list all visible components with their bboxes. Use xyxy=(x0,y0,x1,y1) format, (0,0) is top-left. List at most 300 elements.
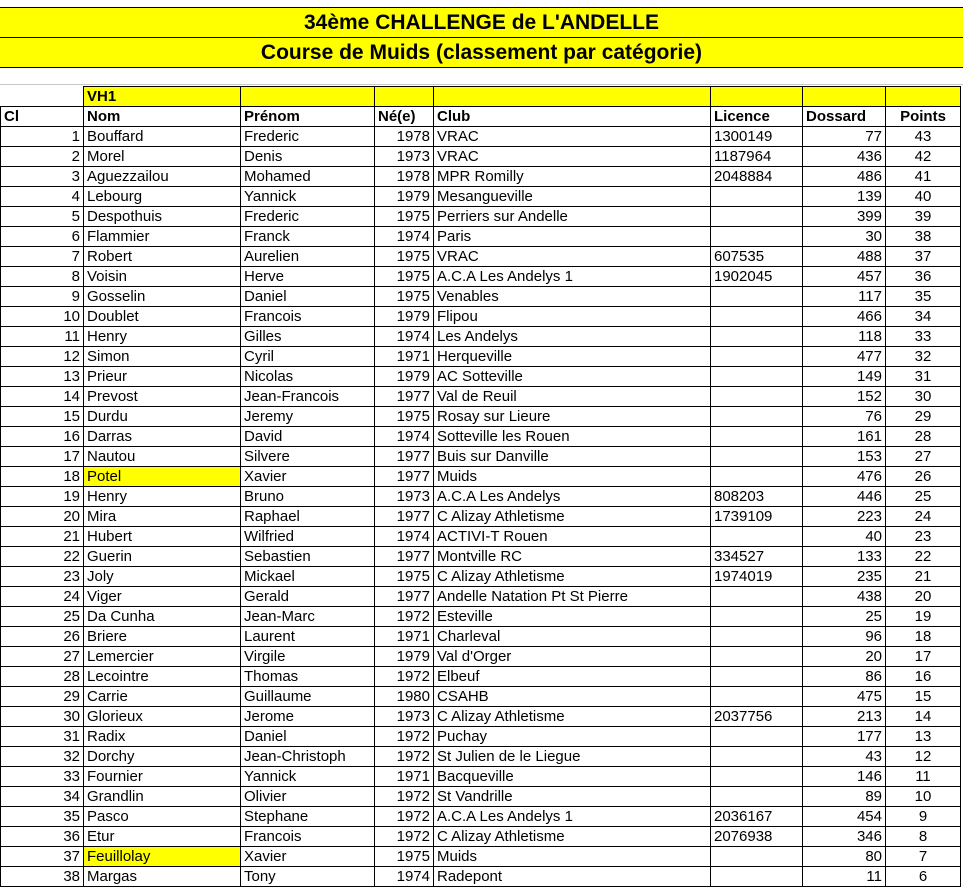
cell-club[interactable]: VRAC xyxy=(434,127,711,147)
cell-prenom[interactable]: Yannick xyxy=(241,767,375,787)
cell-dossard[interactable]: 235 xyxy=(803,567,886,587)
cell-prenom[interactable]: Raphael xyxy=(241,507,375,527)
cell-ne[interactable]: 1975 xyxy=(375,567,434,587)
cell-club[interactable]: MPR Romilly xyxy=(434,167,711,187)
cell-ne[interactable]: 1975 xyxy=(375,247,434,267)
cell-club[interactable]: C Alizay Athletisme xyxy=(434,707,711,727)
cell-ne[interactable]: 1972 xyxy=(375,807,434,827)
category-cell[interactable] xyxy=(434,87,711,107)
cell-dossard[interactable]: 399 xyxy=(803,207,886,227)
cell-ne[interactable]: 1972 xyxy=(375,747,434,767)
cell-prenom[interactable]: Xavier xyxy=(241,847,375,867)
cell-ne[interactable]: 1974 xyxy=(375,327,434,347)
cell-club[interactable]: A.C.A Les Andelys 1 xyxy=(434,267,711,287)
cell-licence[interactable] xyxy=(711,347,803,367)
cell-prenom[interactable]: Xavier xyxy=(241,467,375,487)
cell-ne[interactable]: 1977 xyxy=(375,447,434,467)
cell-nom[interactable]: Lebourg xyxy=(84,187,241,207)
cell-nom[interactable]: Henry xyxy=(84,487,241,507)
cell-licence[interactable] xyxy=(711,747,803,767)
cell-club[interactable]: Andelle Natation Pt St Pierre xyxy=(434,587,711,607)
cell-club[interactable]: CSAHB xyxy=(434,687,711,707)
cell-prenom[interactable]: Aurelien xyxy=(241,247,375,267)
cell-club[interactable]: Mesangueville xyxy=(434,187,711,207)
cell-dossard[interactable]: 146 xyxy=(803,767,886,787)
cell-cl[interactable]: 1 xyxy=(1,127,84,147)
category-cell[interactable] xyxy=(241,87,375,107)
cell-licence[interactable] xyxy=(711,587,803,607)
header-cl[interactable]: Cl xyxy=(1,107,84,127)
cell-cl[interactable]: 4 xyxy=(1,187,84,207)
cell-dossard[interactable]: 43 xyxy=(803,747,886,767)
cell-cl[interactable]: 6 xyxy=(1,227,84,247)
cell-ne[interactable]: 1975 xyxy=(375,847,434,867)
cell-nom[interactable]: Nautou xyxy=(84,447,241,467)
cell-cl[interactable]: 37 xyxy=(1,847,84,867)
header-dossard[interactable]: Dossard xyxy=(803,107,886,127)
cell-club[interactable]: Venables xyxy=(434,287,711,307)
cell-licence[interactable]: 2036167 xyxy=(711,807,803,827)
cell-licence[interactable]: 607535 xyxy=(711,247,803,267)
cell-nom[interactable]: Guerin xyxy=(84,547,241,567)
cell-cl[interactable]: 10 xyxy=(1,307,84,327)
cell-ne[interactable]: 1979 xyxy=(375,367,434,387)
cell-nom[interactable]: Pasco xyxy=(84,807,241,827)
cell-licence[interactable] xyxy=(711,687,803,707)
cell-prenom[interactable]: Herve xyxy=(241,267,375,287)
category-cell[interactable] xyxy=(803,87,886,107)
cell-points[interactable]: 6 xyxy=(886,867,961,887)
cell-nom[interactable]: Robert xyxy=(84,247,241,267)
cell-cl[interactable]: 17 xyxy=(1,447,84,467)
cell-prenom[interactable]: Franck xyxy=(241,227,375,247)
cell-ne[interactable]: 1973 xyxy=(375,487,434,507)
cell-points[interactable]: 40 xyxy=(886,187,961,207)
cell-dossard[interactable]: 213 xyxy=(803,707,886,727)
cell-ne[interactable]: 1975 xyxy=(375,207,434,227)
cell-dossard[interactable]: 488 xyxy=(803,247,886,267)
cell-licence[interactable] xyxy=(711,447,803,467)
cell-club[interactable]: A.C.A Les Andelys 1 xyxy=(434,807,711,827)
cell-dossard[interactable]: 149 xyxy=(803,367,886,387)
cell-club[interactable]: Charleval xyxy=(434,627,711,647)
cell-cl[interactable]: 15 xyxy=(1,407,84,427)
cell-club[interactable]: Rosay sur Lieure xyxy=(434,407,711,427)
cell-cl[interactable]: 30 xyxy=(1,707,84,727)
cell-cl[interactable]: 31 xyxy=(1,727,84,747)
cell-ne[interactable]: 1972 xyxy=(375,607,434,627)
cell-club[interactable]: Val de Reuil xyxy=(434,387,711,407)
cell-ne[interactable]: 1980 xyxy=(375,687,434,707)
cell-nom[interactable]: Margas xyxy=(84,867,241,887)
cell-licence[interactable] xyxy=(711,767,803,787)
cell-licence[interactable]: 1739109 xyxy=(711,507,803,527)
header-prenom[interactable]: Prénom xyxy=(241,107,375,127)
cell-ne[interactable]: 1977 xyxy=(375,507,434,527)
cell-club[interactable]: Buis sur Danville xyxy=(434,447,711,467)
cell-points[interactable]: 19 xyxy=(886,607,961,627)
cell-club[interactable]: ACTIVI-T Rouen xyxy=(434,527,711,547)
cell-ne[interactable]: 1974 xyxy=(375,427,434,447)
cell-dossard[interactable]: 446 xyxy=(803,487,886,507)
cell-club[interactable]: AC Sotteville xyxy=(434,367,711,387)
cell-club[interactable]: Bacqueville xyxy=(434,767,711,787)
cell-ne[interactable]: 1972 xyxy=(375,827,434,847)
cell-nom[interactable]: Morel xyxy=(84,147,241,167)
cell-ne[interactable]: 1977 xyxy=(375,387,434,407)
cell-dossard[interactable]: 438 xyxy=(803,587,886,607)
cell-cl[interactable]: 5 xyxy=(1,207,84,227)
cell-club[interactable]: Val d'Orger xyxy=(434,647,711,667)
cell-nom[interactable]: Prieur xyxy=(84,367,241,387)
cell-ne[interactable]: 1979 xyxy=(375,307,434,327)
cell-nom[interactable]: Potel xyxy=(84,467,241,487)
cell-ne[interactable]: 1978 xyxy=(375,127,434,147)
cell-licence[interactable] xyxy=(711,787,803,807)
cell-ne[interactable]: 1972 xyxy=(375,667,434,687)
header-club[interactable]: Club xyxy=(434,107,711,127)
cell-prenom[interactable]: Frederic xyxy=(241,207,375,227)
cell-cl[interactable]: 34 xyxy=(1,787,84,807)
cell-points[interactable]: 42 xyxy=(886,147,961,167)
cell-points[interactable]: 7 xyxy=(886,847,961,867)
cell-licence[interactable]: 2048884 xyxy=(711,167,803,187)
cell-dossard[interactable]: 477 xyxy=(803,347,886,367)
cell-points[interactable]: 21 xyxy=(886,567,961,587)
cell-licence[interactable]: 2037756 xyxy=(711,707,803,727)
cell-points[interactable]: 31 xyxy=(886,367,961,387)
cell-cl[interactable]: 16 xyxy=(1,427,84,447)
cell-ne[interactable]: 1974 xyxy=(375,527,434,547)
category-cell[interactable] xyxy=(886,87,961,107)
cell-nom[interactable]: Lecointre xyxy=(84,667,241,687)
cell-ne[interactable]: 1979 xyxy=(375,187,434,207)
cell-licence[interactable]: 1902045 xyxy=(711,267,803,287)
cell-cl[interactable]: 18 xyxy=(1,467,84,487)
cell-nom[interactable]: Fournier xyxy=(84,767,241,787)
cell-ne[interactable]: 1977 xyxy=(375,587,434,607)
cell-dossard[interactable]: 30 xyxy=(803,227,886,247)
cell-ne[interactable]: 1974 xyxy=(375,227,434,247)
cell-cl[interactable]: 28 xyxy=(1,667,84,687)
cell-club[interactable]: Radepont xyxy=(434,867,711,887)
cell-ne[interactable]: 1975 xyxy=(375,287,434,307)
cell-nom[interactable]: Carrie xyxy=(84,687,241,707)
cell-club[interactable]: Paris xyxy=(434,227,711,247)
cell-dossard[interactable]: 346 xyxy=(803,827,886,847)
cell-cl[interactable]: 20 xyxy=(1,507,84,527)
cell-club[interactable]: Herqueville xyxy=(434,347,711,367)
cell-points[interactable]: 15 xyxy=(886,687,961,707)
cell-licence[interactable] xyxy=(711,207,803,227)
cell-licence[interactable] xyxy=(711,847,803,867)
cell-club[interactable]: Muids xyxy=(434,847,711,867)
cell-prenom[interactable]: Mohamed xyxy=(241,167,375,187)
cell-prenom[interactable]: Daniel xyxy=(241,287,375,307)
cell-club[interactable]: Montville RC xyxy=(434,547,711,567)
cell-licence[interactable] xyxy=(711,307,803,327)
cell-points[interactable]: 35 xyxy=(886,287,961,307)
cell-prenom[interactable]: Silvere xyxy=(241,447,375,467)
cell-dossard[interactable]: 486 xyxy=(803,167,886,187)
cell-points[interactable]: 25 xyxy=(886,487,961,507)
cell-prenom[interactable]: Jean-Francois xyxy=(241,387,375,407)
cell-dossard[interactable]: 20 xyxy=(803,647,886,667)
cell-club[interactable]: A.C.A Les Andelys xyxy=(434,487,711,507)
cell-licence[interactable] xyxy=(711,467,803,487)
cell-licence[interactable]: 808203 xyxy=(711,487,803,507)
cell-ne[interactable]: 1972 xyxy=(375,787,434,807)
cell-ne[interactable]: 1973 xyxy=(375,707,434,727)
cell-cl[interactable]: 11 xyxy=(1,327,84,347)
cell-club[interactable]: Flipou xyxy=(434,307,711,327)
cell-licence[interactable] xyxy=(711,427,803,447)
cell-club[interactable]: Puchay xyxy=(434,727,711,747)
cell-points[interactable]: 28 xyxy=(886,427,961,447)
cell-dossard[interactable]: 177 xyxy=(803,727,886,747)
cell-licence[interactable] xyxy=(711,727,803,747)
cell-points[interactable]: 38 xyxy=(886,227,961,247)
header-licence[interactable]: Licence xyxy=(711,107,803,127)
cell-points[interactable]: 26 xyxy=(886,467,961,487)
cell-licence[interactable] xyxy=(711,327,803,347)
cell-cl[interactable]: 32 xyxy=(1,747,84,767)
cell-nom[interactable]: Flammier xyxy=(84,227,241,247)
cell-cl[interactable]: 36 xyxy=(1,827,84,847)
cell-dossard[interactable]: 40 xyxy=(803,527,886,547)
cell-nom[interactable]: Glorieux xyxy=(84,707,241,727)
cell-prenom[interactable]: David xyxy=(241,427,375,447)
cell-dossard[interactable]: 139 xyxy=(803,187,886,207)
cell-cl[interactable]: 21 xyxy=(1,527,84,547)
cell-nom[interactable]: Radix xyxy=(84,727,241,747)
cell-licence[interactable] xyxy=(711,387,803,407)
cell-cl[interactable]: 13 xyxy=(1,367,84,387)
cell-prenom[interactable]: Olivier xyxy=(241,787,375,807)
cell-dossard[interactable]: 76 xyxy=(803,407,886,427)
cell-ne[interactable]: 1977 xyxy=(375,547,434,567)
cell-dossard[interactable]: 96 xyxy=(803,627,886,647)
cell-nom[interactable]: Darras xyxy=(84,427,241,447)
cell-dossard[interactable]: 475 xyxy=(803,687,886,707)
cell-nom[interactable]: Durdu xyxy=(84,407,241,427)
cell-prenom[interactable]: Jerome xyxy=(241,707,375,727)
cell-prenom[interactable]: Virgile xyxy=(241,647,375,667)
cell-ne[interactable]: 1971 xyxy=(375,767,434,787)
cell-prenom[interactable]: Thomas xyxy=(241,667,375,687)
cell-points[interactable]: 23 xyxy=(886,527,961,547)
cell-points[interactable]: 14 xyxy=(886,707,961,727)
cell-prenom[interactable]: Francois xyxy=(241,307,375,327)
cell-club[interactable]: St Vandrille xyxy=(434,787,711,807)
cell-dossard[interactable]: 153 xyxy=(803,447,886,467)
cell-dossard[interactable]: 77 xyxy=(803,127,886,147)
cell-ne[interactable]: 1975 xyxy=(375,267,434,287)
cell-prenom[interactable]: Jean-Marc xyxy=(241,607,375,627)
cell-ne[interactable]: 1972 xyxy=(375,727,434,747)
cell-prenom[interactable]: Gilles xyxy=(241,327,375,347)
cell-cl[interactable]: 8 xyxy=(1,267,84,287)
cell-dossard[interactable]: 80 xyxy=(803,847,886,867)
cell-points[interactable]: 17 xyxy=(886,647,961,667)
cell-prenom[interactable]: Wilfried xyxy=(241,527,375,547)
cell-points[interactable]: 36 xyxy=(886,267,961,287)
cell-prenom[interactable]: Jeremy xyxy=(241,407,375,427)
cell-prenom[interactable]: Laurent xyxy=(241,627,375,647)
cell-prenom[interactable]: Daniel xyxy=(241,727,375,747)
cell-prenom[interactable]: Jean-Christoph xyxy=(241,747,375,767)
header-points[interactable]: Points xyxy=(886,107,961,127)
cell-licence[interactable] xyxy=(711,407,803,427)
cell-licence[interactable] xyxy=(711,667,803,687)
cell-ne[interactable]: 1979 xyxy=(375,647,434,667)
cell-points[interactable]: 29 xyxy=(886,407,961,427)
cell-dossard[interactable]: 223 xyxy=(803,507,886,527)
cell-club[interactable]: Esteville xyxy=(434,607,711,627)
header-nom[interactable]: Nom xyxy=(84,107,241,127)
cell-points[interactable]: 20 xyxy=(886,587,961,607)
cell-dossard[interactable]: 25 xyxy=(803,607,886,627)
cell-dossard[interactable]: 133 xyxy=(803,547,886,567)
cell-cl[interactable]: 12 xyxy=(1,347,84,367)
cell-nom[interactable]: Feuillolay xyxy=(84,847,241,867)
cell-dossard[interactable]: 476 xyxy=(803,467,886,487)
cell-prenom[interactable]: Mickael xyxy=(241,567,375,587)
cell-dossard[interactable]: 454 xyxy=(803,807,886,827)
cell-club[interactable]: C Alizay Athletisme xyxy=(434,507,711,527)
cell-nom[interactable]: Doublet xyxy=(84,307,241,327)
cell-points[interactable]: 16 xyxy=(886,667,961,687)
cell-points[interactable]: 43 xyxy=(886,127,961,147)
category-cell[interactable] xyxy=(375,87,434,107)
cell-cl[interactable]: 3 xyxy=(1,167,84,187)
cell-prenom[interactable]: Sebastien xyxy=(241,547,375,567)
cell-dossard[interactable]: 436 xyxy=(803,147,886,167)
cell-points[interactable]: 22 xyxy=(886,547,961,567)
cell-points[interactable]: 12 xyxy=(886,747,961,767)
cell-nom[interactable]: Hubert xyxy=(84,527,241,547)
cell-nom[interactable]: Aguezzailou xyxy=(84,167,241,187)
cell-prenom[interactable]: Denis xyxy=(241,147,375,167)
cell-club[interactable]: St Julien de le Liegue xyxy=(434,747,711,767)
cell-cl[interactable]: 9 xyxy=(1,287,84,307)
cell-prenom[interactable]: Guillaume xyxy=(241,687,375,707)
cell-dossard[interactable]: 152 xyxy=(803,387,886,407)
cell-nom[interactable]: Simon xyxy=(84,347,241,367)
cell-licence[interactable]: 1300149 xyxy=(711,127,803,147)
cell-club[interactable]: VRAC xyxy=(434,247,711,267)
cell-cl[interactable]: 25 xyxy=(1,607,84,627)
cell-cl[interactable]: 38 xyxy=(1,867,84,887)
cell-nom[interactable]: Dorchy xyxy=(84,747,241,767)
cell-prenom[interactable]: Nicolas xyxy=(241,367,375,387)
cell-points[interactable]: 8 xyxy=(886,827,961,847)
cell-licence[interactable]: 1187964 xyxy=(711,147,803,167)
cell-dossard[interactable]: 89 xyxy=(803,787,886,807)
cell-points[interactable]: 9 xyxy=(886,807,961,827)
cell-nom[interactable]: Da Cunha xyxy=(84,607,241,627)
cell-prenom[interactable]: Bruno xyxy=(241,487,375,507)
cell-cl[interactable]: 7 xyxy=(1,247,84,267)
cell-points[interactable]: 34 xyxy=(886,307,961,327)
cell-nom[interactable]: Prevost xyxy=(84,387,241,407)
cell-club[interactable]: Les Andelys xyxy=(434,327,711,347)
cell-prenom[interactable]: Gerald xyxy=(241,587,375,607)
cell-prenom[interactable]: Frederic xyxy=(241,127,375,147)
cell-ne[interactable]: 1971 xyxy=(375,627,434,647)
cell-licence[interactable] xyxy=(711,227,803,247)
cell-dossard[interactable]: 161 xyxy=(803,427,886,447)
cell-ne[interactable]: 1973 xyxy=(375,147,434,167)
cell-nom[interactable]: Grandlin xyxy=(84,787,241,807)
cell-dossard[interactable]: 466 xyxy=(803,307,886,327)
cell-cl[interactable]: 26 xyxy=(1,627,84,647)
cell-dossard[interactable]: 117 xyxy=(803,287,886,307)
cell-ne[interactable]: 1974 xyxy=(375,867,434,887)
cell-licence[interactable] xyxy=(711,527,803,547)
cell-cl[interactable]: 23 xyxy=(1,567,84,587)
cell-points[interactable]: 18 xyxy=(886,627,961,647)
cell-cl[interactable]: 14 xyxy=(1,387,84,407)
cell-cl[interactable]: 33 xyxy=(1,767,84,787)
cell-nom[interactable]: Voisin xyxy=(84,267,241,287)
cell-points[interactable]: 30 xyxy=(886,387,961,407)
cell-points[interactable]: 11 xyxy=(886,767,961,787)
cell-points[interactable]: 39 xyxy=(886,207,961,227)
cell-points[interactable]: 32 xyxy=(886,347,961,367)
cell-cl[interactable]: 22 xyxy=(1,547,84,567)
cell-licence[interactable] xyxy=(711,367,803,387)
cell-points[interactable]: 41 xyxy=(886,167,961,187)
cell-nom[interactable]: Briere xyxy=(84,627,241,647)
cell-nom[interactable]: Henry xyxy=(84,327,241,347)
cell-licence[interactable] xyxy=(711,187,803,207)
cell-points[interactable]: 13 xyxy=(886,727,961,747)
cell-cl[interactable]: 19 xyxy=(1,487,84,507)
cell-points[interactable]: 24 xyxy=(886,507,961,527)
cell-nom[interactable]: Mira xyxy=(84,507,241,527)
cell-prenom[interactable]: Tony xyxy=(241,867,375,887)
cell-prenom[interactable]: Cyril xyxy=(241,347,375,367)
cell-points[interactable]: 27 xyxy=(886,447,961,467)
cell-points[interactable]: 10 xyxy=(886,787,961,807)
cell-cl[interactable]: 35 xyxy=(1,807,84,827)
cell-cl[interactable]: 27 xyxy=(1,647,84,667)
cell-prenom[interactable]: Stephane xyxy=(241,807,375,827)
cell-dossard[interactable]: 11 xyxy=(803,867,886,887)
cell-club[interactable]: Perriers sur Andelle xyxy=(434,207,711,227)
cell-club[interactable]: C Alizay Athletisme xyxy=(434,827,711,847)
header-ne[interactable]: Né(e) xyxy=(375,107,434,127)
cell-club[interactable]: Elbeuf xyxy=(434,667,711,687)
cell-ne[interactable]: 1975 xyxy=(375,407,434,427)
cell-club[interactable]: Sotteville les Rouen xyxy=(434,427,711,447)
cell-points[interactable]: 37 xyxy=(886,247,961,267)
cell-dossard[interactable]: 118 xyxy=(803,327,886,347)
cell-dossard[interactable]: 86 xyxy=(803,667,886,687)
cell-nom[interactable]: Lemercier xyxy=(84,647,241,667)
cell-points[interactable]: 33 xyxy=(886,327,961,347)
cell-nom[interactable]: Bouffard xyxy=(84,127,241,147)
cell-licence[interactable]: 1974019 xyxy=(711,567,803,587)
cell-dossard[interactable]: 457 xyxy=(803,267,886,287)
cell-nom[interactable]: Etur xyxy=(84,827,241,847)
cell-cl[interactable]: 24 xyxy=(1,587,84,607)
cell-licence[interactable]: 334527 xyxy=(711,547,803,567)
cell-nom[interactable]: Gosselin xyxy=(84,287,241,307)
cell-licence[interactable] xyxy=(711,627,803,647)
cell-licence[interactable] xyxy=(711,647,803,667)
